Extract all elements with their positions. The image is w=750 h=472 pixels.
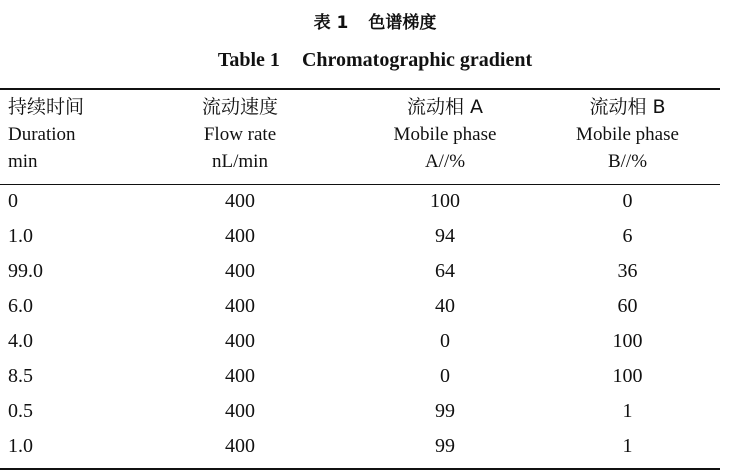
table-row: [0, 326, 720, 361]
header-flow-rate-en: Flow rate: [203, 124, 277, 145]
header-mobile-phase-a-cn: 流动相 A: [406, 96, 484, 118]
header-mobile-phase-b: [545, 94, 710, 175]
table-caption-en: Chromatographic gradient: [301, 49, 533, 71]
cell-duration: 4.0: [8, 330, 33, 352]
table-top-rule: [0, 88, 720, 90]
header-flow-rate: [170, 94, 310, 175]
cell-phase-b: 1: [622, 400, 633, 422]
header-mobile-phase-a-unit: A//%: [424, 151, 466, 172]
cell-duration: 1.0: [8, 435, 33, 457]
cell-duration: 99.0: [8, 260, 43, 282]
table-title-chinese: [0, 8, 750, 33]
cell-duration: 6.0: [8, 295, 33, 317]
cell-phase-a: 94: [435, 225, 455, 247]
header-duration-unit: min: [8, 151, 38, 172]
table-bottom-rule: [0, 468, 720, 470]
header-duration-en: Duration: [8, 124, 76, 145]
cell-phase-b: 36: [617, 260, 638, 282]
cell-phase-b: 60: [617, 295, 638, 317]
table-body: [0, 186, 720, 466]
table-caption-cn: 色谱梯度: [368, 13, 437, 33]
header-mobile-phase-a: [360, 94, 530, 175]
header-duration: [8, 94, 158, 175]
table-row: [0, 361, 720, 396]
cell-phase-a: 40: [435, 295, 455, 317]
header-mobile-phase-a-en: Mobile phase: [393, 124, 497, 145]
cell-flow-rate: 400: [225, 260, 255, 282]
cell-phase-b: 0: [622, 190, 633, 212]
cell-flow-rate: 400: [225, 330, 255, 352]
table-title-english: [0, 49, 750, 72]
cell-duration: 0: [8, 190, 18, 212]
cell-phase-b: 100: [612, 365, 643, 387]
cell-phase-a: 99: [435, 435, 455, 457]
cell-phase-b: 6: [622, 225, 633, 247]
table-header-rule: [0, 184, 720, 185]
cell-flow-rate: 400: [225, 295, 255, 317]
header-mobile-phase-b-en: Mobile phase: [576, 124, 679, 145]
cell-duration: 8.5: [8, 365, 33, 387]
header-flow-rate-cn: 流动速度: [201, 96, 278, 118]
cell-duration: 1.0: [8, 225, 33, 247]
table-row: [0, 291, 720, 326]
header-duration-cn: 持续时间: [8, 96, 85, 118]
header-mobile-phase-b-cn: 流动相 B: [589, 96, 666, 118]
cell-flow-rate: 400: [225, 225, 255, 247]
cell-flow-rate: 400: [225, 365, 255, 387]
header-mobile-phase-b-unit: B//%: [607, 151, 648, 172]
table-row: [0, 221, 720, 256]
header-flow-rate-unit: nL/min: [212, 151, 268, 172]
cell-phase-a: 0: [440, 365, 450, 387]
cell-flow-rate: 400: [225, 435, 255, 457]
table-number-en: Table 1: [217, 49, 280, 71]
table-row: [0, 186, 720, 221]
cell-phase-a: 100: [430, 190, 460, 212]
cell-flow-rate: 400: [225, 190, 255, 212]
cell-phase-a: 99: [435, 400, 455, 422]
table-row: [0, 396, 720, 431]
table-number-cn: 表 1: [313, 13, 349, 33]
cell-phase-b: 1: [622, 435, 633, 457]
cell-phase-a: 0: [440, 330, 450, 352]
cell-phase-b: 100: [612, 330, 643, 352]
cell-flow-rate: 400: [225, 400, 255, 422]
cell-phase-a: 64: [435, 260, 455, 282]
table-row: [0, 431, 720, 466]
table-row: [0, 256, 720, 291]
cell-duration: 0.5: [8, 400, 33, 422]
